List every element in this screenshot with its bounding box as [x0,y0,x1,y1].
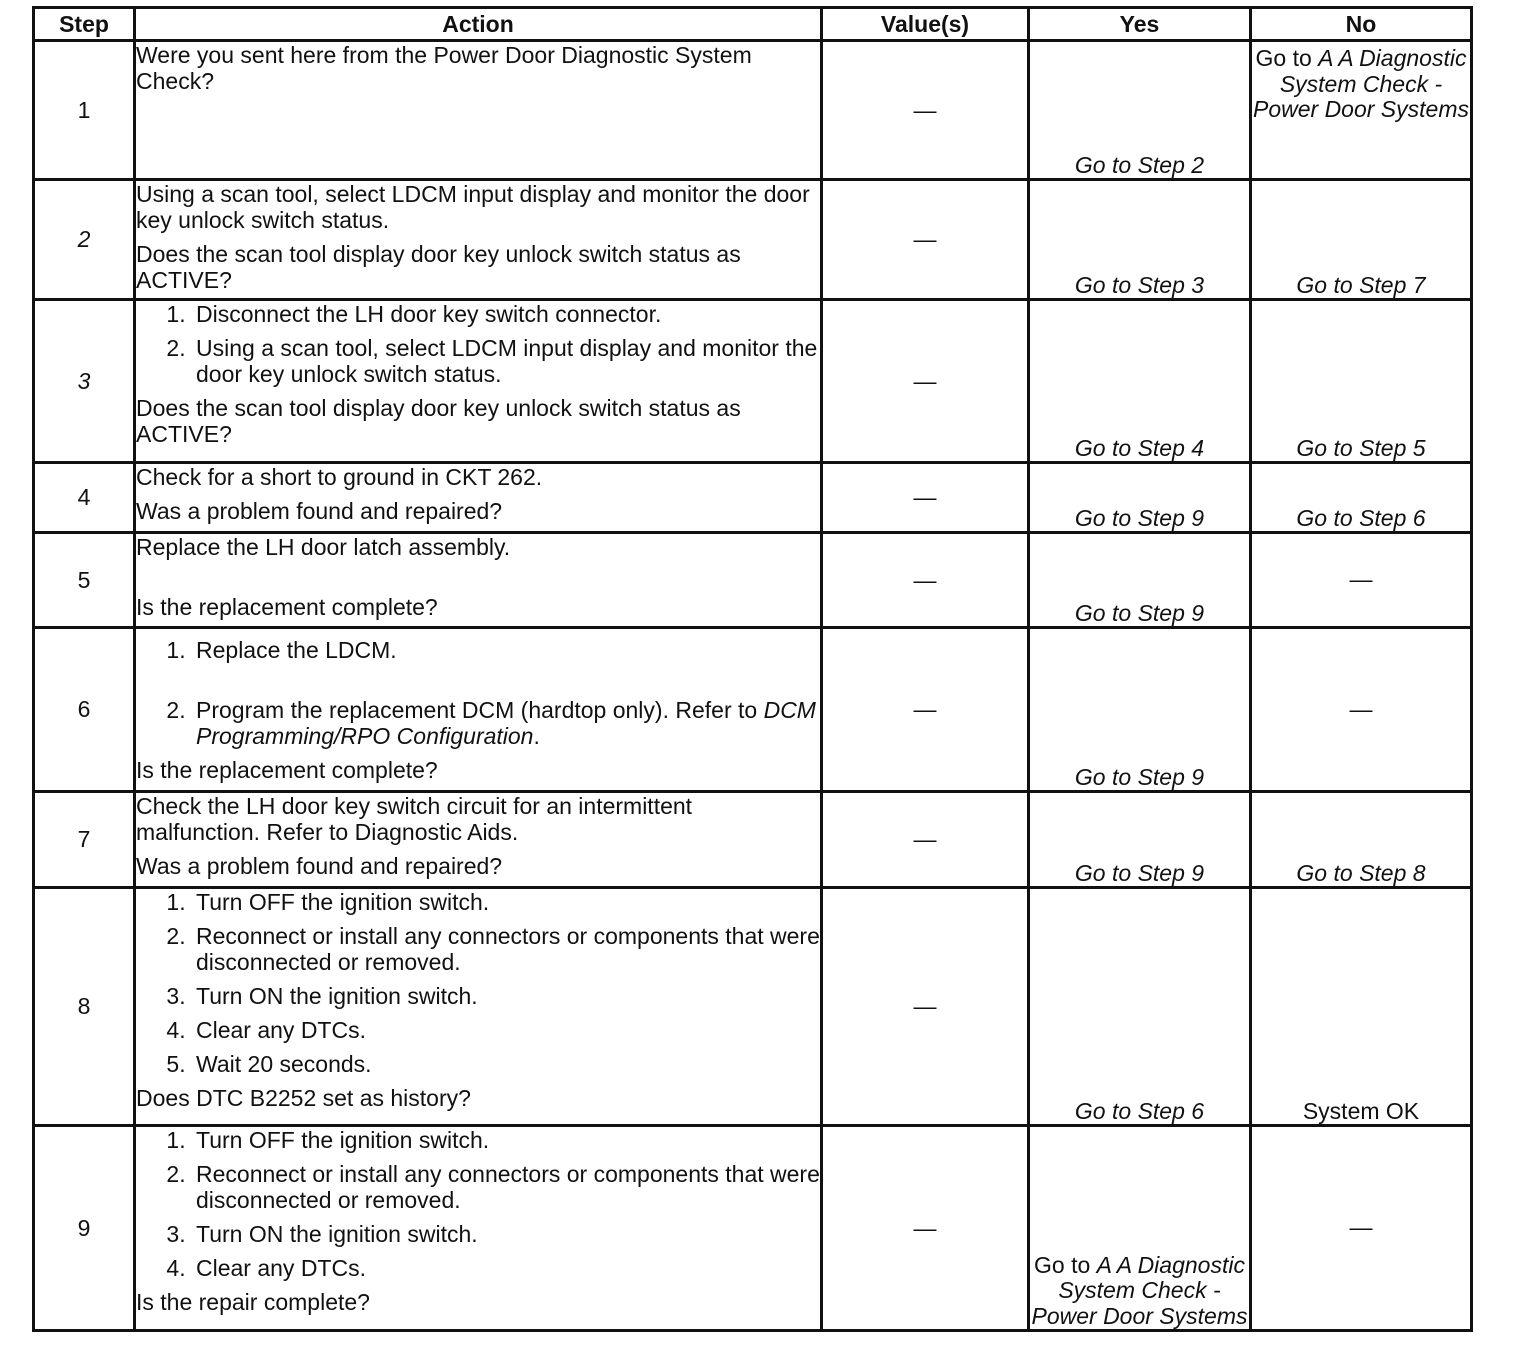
action-question: Does DTC B2252 set as history? [136,1085,471,1111]
action-question: Is the replacement complete? [136,757,438,783]
value-cell: — [822,1126,1029,1331]
no-prefix: Go to [1255,45,1312,71]
action-steps-list [136,637,820,749]
yes-cell: Go to Step 9 [1029,463,1251,533]
step-number: 3 [34,300,135,463]
table-row-step-3 [34,300,1472,463]
step-number: 6 [34,628,135,792]
action-step: 2. Reconnect or install any connectors or components that were disconnected or removed. [192,923,820,975]
value-cell: — [822,300,1029,463]
action-cell [135,41,822,180]
no-reference: A A Diagnostic System Check - Power Door Systems [1252,45,1469,122]
value-cell: — [822,533,1029,628]
action-cell [135,628,822,792]
action-question: Does the scan tool display door key unlock switch status as ACTIVE? [136,241,741,293]
step-number: 5 [34,533,135,628]
no-cell: — [1251,628,1472,792]
action-step: 1. Replace the LDCM. [192,637,820,663]
value-cell: — [822,463,1029,533]
action-step: 4. Clear any DTCs. [192,1255,820,1281]
action-step: 1. Disconnect the LH door key switch connector. [192,301,820,327]
action-step: 1. Turn OFF the ignition switch. [192,889,820,915]
step-number: 8 [34,888,135,1126]
action-cell [135,463,822,533]
action-text: Replace the LH door latch assembly. [136,534,511,560]
action-step: 1. Turn OFF the ignition switch. [192,1127,820,1153]
diagnostic-table [32,6,1473,1332]
action-step: 3. Turn ON the ignition switch. [192,1221,820,1247]
table-row-step-4 [34,463,1472,533]
step-number: 9 [34,1126,135,1331]
action-step: 4. Clear any DTCs. [192,1017,820,1043]
yes-cell: Go to Step 6 [1029,888,1251,1126]
value-cell: — [822,888,1029,1126]
header-no: No [1251,8,1472,41]
yes-cell: Go to Step 2 [1029,41,1251,180]
table-row-step-1 [34,41,1472,180]
action-step [192,697,820,749]
action-steps-list [136,889,820,1077]
no-cell: — [1251,533,1472,628]
action-steps-list [136,301,820,387]
action-step-end: . [533,723,540,749]
no-cell: Go to Step 8 [1251,792,1472,888]
value-cell: — [822,628,1029,792]
yes-cell: Go to Step 9 [1029,792,1251,888]
action-question: Is the replacement complete? [136,594,438,620]
no-cell: Go to Step 5 [1251,300,1472,463]
action-step: 5. Wait 20 seconds. [192,1051,820,1077]
header-values: Value(s) [822,8,1029,41]
action-text: Were you sent here from the Power Door Diagnostic System Check? [136,42,752,94]
header-action: Action [135,8,822,41]
yes-prefix: Go to [1034,1251,1091,1278]
action-text: Check for a short to ground in CKT 262. [136,464,543,490]
yes-reference: A A Diagnostic System Check - Power Door Systems [1031,1251,1248,1329]
step-number: 2 [34,180,135,300]
step-number: 4 [34,463,135,533]
table-row-step-8 [34,888,1472,1126]
table-row-step-7 [34,792,1472,888]
action-question: Is the repair complete? [136,1289,370,1315]
value-cell: — [822,180,1029,300]
no-cell: System OK [1251,888,1472,1126]
no-cell: — [1251,1126,1472,1331]
yes-cell: Go to Step 3 [1029,180,1251,300]
table-row-step-5 [34,533,1472,628]
action-cell [135,1126,822,1331]
value-cell: — [822,792,1029,888]
header-yes: Yes [1029,8,1251,41]
action-step: 3. Turn ON the ignition switch. [192,983,820,1009]
action-question: Was a problem found and repaired? [136,498,503,524]
yes-cell: Go to Step 9 [1029,628,1251,792]
programming-reference: DCM Programming/RPO Configuration [196,697,816,749]
action-step: 2. Reconnect or install any connectors or components that were disconnected or removed. [192,1161,820,1213]
yes-cell: Go to Step 4 [1029,300,1251,463]
yes-cell [1029,1126,1251,1331]
action-cell [135,533,822,628]
header-step: Step [34,8,135,41]
step-number: 1 [34,41,135,180]
header-row [34,8,1472,41]
action-step: 2. Using a scan tool, select LDCM input display and monitor the door key unlock switch status. [192,335,820,387]
action-cell [135,300,822,463]
table-row-step-2 [34,180,1472,300]
value-cell: — [822,41,1029,180]
action-text: Using a scan tool, select LDCM input display and monitor the door key unlock switch status. [136,181,810,233]
no-cell: Go to Step 6 [1251,463,1472,533]
yes-cell: Go to Step 9 [1029,533,1251,628]
action-cell [135,888,822,1126]
action-text: Check the LH door key switch circuit for an intermittent malfunction. Refer to Diagnostic Aids. [136,793,693,845]
no-cell [1251,41,1472,180]
action-cell [135,180,822,300]
action-cell [135,792,822,888]
step-number: 7 [34,792,135,888]
action-question: Does the scan tool display door key unlock switch status as ACTIVE? [136,395,741,447]
no-cell: Go to Step 7 [1251,180,1472,300]
table-row-step-9 [34,1126,1472,1331]
action-steps-list [136,1127,820,1281]
action-question: Was a problem found and repaired? [136,853,503,879]
table-row-step-6 [34,628,1472,792]
action-step-text: Program the replacement DCM (hardtop only). Refer to [196,697,758,723]
